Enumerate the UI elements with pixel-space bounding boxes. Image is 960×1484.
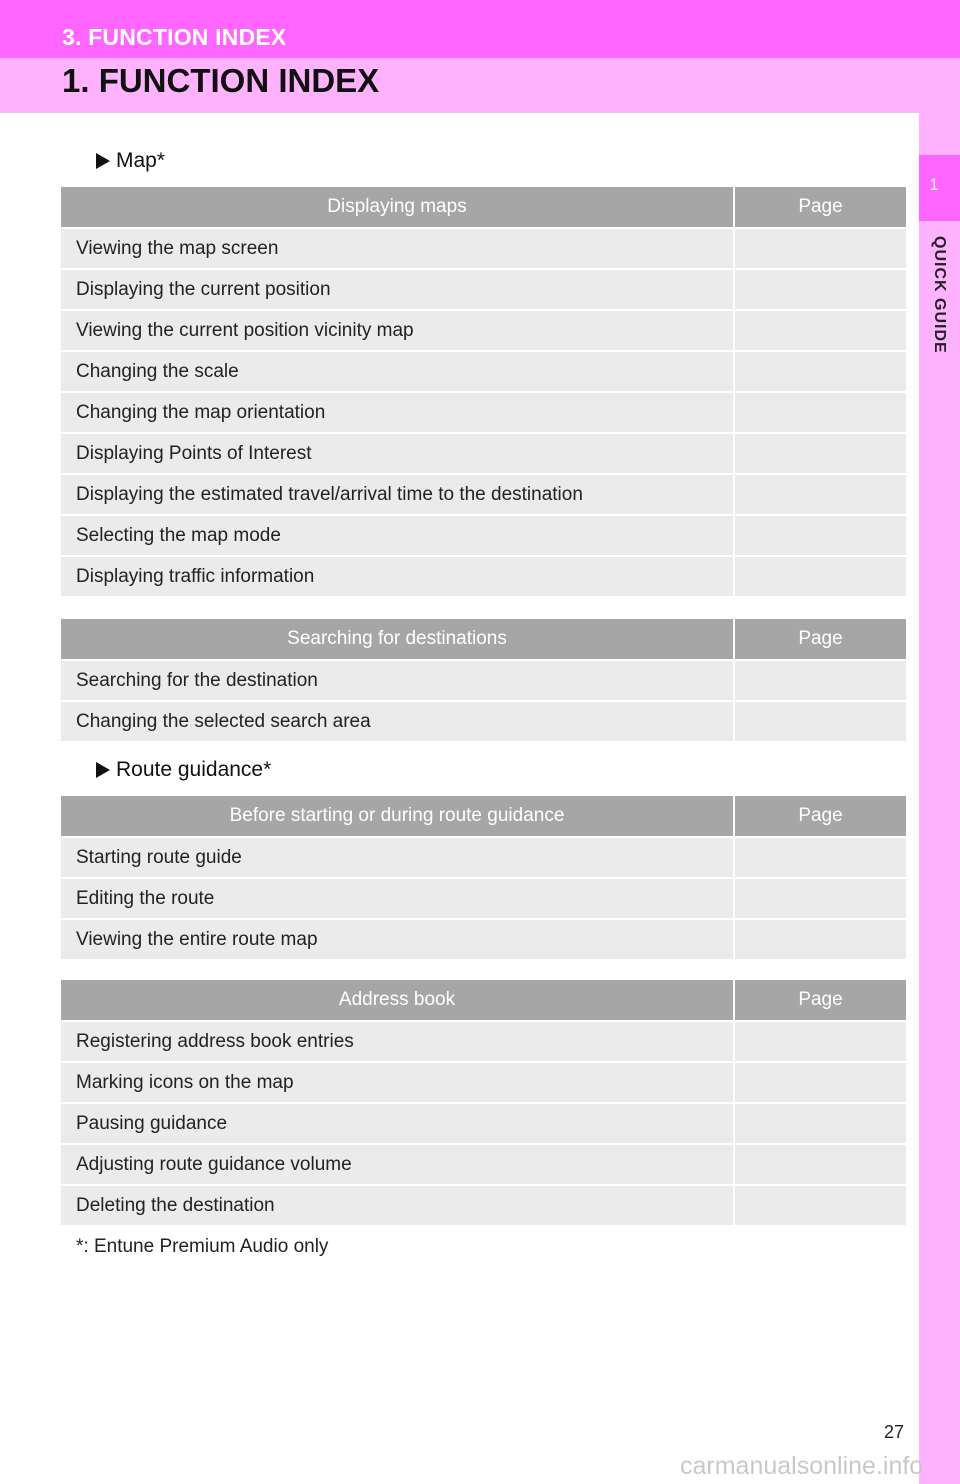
column-header-page: Page xyxy=(734,187,906,228)
column-header-function: Address book xyxy=(61,980,734,1021)
function-cell: Starting route guide xyxy=(61,837,734,878)
page-cell xyxy=(734,1062,906,1103)
function-cell: Changing the map orientation xyxy=(61,392,734,433)
function-cell: Changing the scale xyxy=(61,351,734,392)
page-cell xyxy=(734,433,906,474)
watermark: carmanualsonline.info xyxy=(680,1452,924,1480)
table-row xyxy=(61,310,906,351)
table-row xyxy=(61,878,906,919)
page-cell xyxy=(734,1185,906,1226)
table-row xyxy=(61,701,906,742)
subhead-route-label: Route guidance* xyxy=(116,758,272,781)
table-address-book xyxy=(61,980,906,1227)
function-cell: Viewing the entire route map xyxy=(61,919,734,960)
table-row xyxy=(61,1185,906,1226)
page-title: 1. FUNCTION INDEX xyxy=(62,62,380,99)
page-cell xyxy=(734,392,906,433)
page-cell xyxy=(734,919,906,960)
side-tab[interactable] xyxy=(919,155,960,221)
column-header-page: Page xyxy=(734,796,906,837)
function-cell: Displaying the current position xyxy=(61,269,734,310)
table-row xyxy=(61,1103,906,1144)
subhead-map xyxy=(96,149,165,173)
table-row xyxy=(61,228,906,269)
column-header-page: Page xyxy=(734,619,906,660)
column-header-function: Searching for destinations xyxy=(61,619,734,660)
table-header-row xyxy=(61,187,906,228)
page-cell xyxy=(734,878,906,919)
page-cell xyxy=(734,660,906,701)
side-tab-label: QUICK GUIDE xyxy=(931,236,948,354)
table-row xyxy=(61,1021,906,1062)
table-row xyxy=(61,433,906,474)
function-cell: Displaying the estimated travel/arrival time to the destination xyxy=(61,474,734,515)
table-row xyxy=(61,919,906,960)
function-cell: Viewing the current position vicinity map xyxy=(61,310,734,351)
table-header-row xyxy=(61,980,906,1021)
column-header-function: Displaying maps xyxy=(61,187,734,228)
function-cell: Registering address book entries xyxy=(61,1021,734,1062)
page-cell xyxy=(734,228,906,269)
function-cell: Selecting the map mode xyxy=(61,515,734,556)
function-cell: Searching for the destination xyxy=(61,660,734,701)
table-header-row xyxy=(61,796,906,837)
page-cell xyxy=(734,515,906,556)
page-cell xyxy=(734,1103,906,1144)
page-cell xyxy=(734,269,906,310)
function-cell: Changing the selected search area xyxy=(61,701,734,742)
function-cell: Marking icons on the map xyxy=(61,1062,734,1103)
function-cell: Pausing guidance xyxy=(61,1103,734,1144)
column-header-function: Before starting or during route guidance xyxy=(61,796,734,837)
table-row xyxy=(61,474,906,515)
page-cell xyxy=(734,1021,906,1062)
page-cell xyxy=(734,701,906,742)
subhead-map-label: Map* xyxy=(116,149,166,172)
side-tab-number: 1 xyxy=(929,175,939,194)
footnote: *: Entune Premium Audio only xyxy=(76,1236,329,1257)
page-cell xyxy=(734,556,906,597)
page-cell xyxy=(734,1144,906,1185)
function-cell: Viewing the map screen xyxy=(61,228,734,269)
table-row xyxy=(61,392,906,433)
page-cell xyxy=(734,474,906,515)
subhead-route-guidance xyxy=(96,758,271,782)
function-cell: Deleting the destination xyxy=(61,1185,734,1226)
page-cell xyxy=(734,351,906,392)
table-header-row xyxy=(61,619,906,660)
page-cell xyxy=(734,837,906,878)
column-header-page: Page xyxy=(734,980,906,1021)
table-displaying-maps xyxy=(61,187,906,598)
triangle-right-icon xyxy=(96,153,110,169)
page-number: 27 xyxy=(884,1422,905,1442)
section-label: 3. FUNCTION INDEX xyxy=(62,24,287,50)
table-searching-destinations xyxy=(61,619,906,743)
table-row xyxy=(61,556,906,597)
table-row xyxy=(61,1062,906,1103)
table-row xyxy=(61,660,906,701)
table-row xyxy=(61,837,906,878)
page-cell xyxy=(734,310,906,351)
function-cell: Displaying Points of Interest xyxy=(61,433,734,474)
table-row xyxy=(61,351,906,392)
table-row xyxy=(61,269,906,310)
function-cell: Editing the route xyxy=(61,878,734,919)
function-cell: Adjusting route guidance volume xyxy=(61,1144,734,1185)
triangle-right-icon xyxy=(96,762,110,778)
table-row xyxy=(61,515,906,556)
table-row xyxy=(61,1144,906,1185)
function-cell: Displaying traffic information xyxy=(61,556,734,597)
table-route-guidance xyxy=(61,796,906,961)
